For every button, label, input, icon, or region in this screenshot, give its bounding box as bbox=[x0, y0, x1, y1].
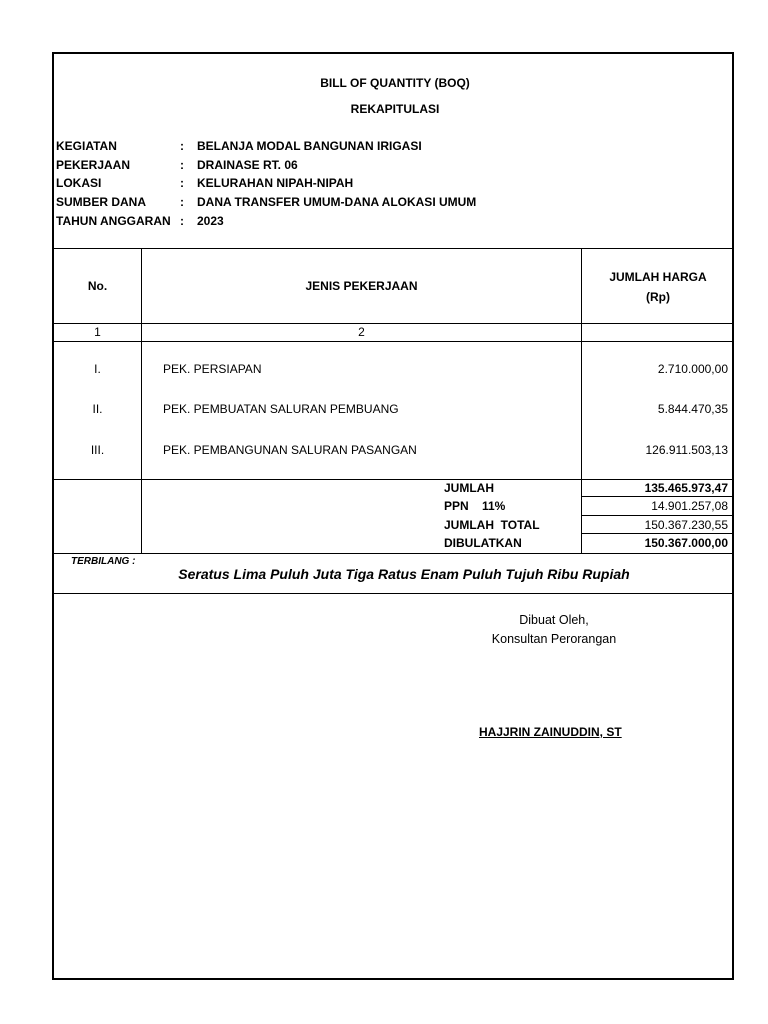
row-harga: 2.710.000,00 bbox=[657, 362, 728, 376]
document-title: BILL OF QUANTITY (BOQ) bbox=[320, 76, 470, 90]
info-sep: : bbox=[180, 214, 184, 228]
column-header-jenis-pekerjaan: JENIS PEKERJAAN bbox=[305, 279, 418, 293]
jumlah-total-value: 150.367.230,55 bbox=[644, 518, 728, 532]
dibulatkan-value: 150.367.000,00 bbox=[644, 536, 728, 550]
info-value-pekerjaan: DRAINASE RT. 06 bbox=[197, 158, 298, 172]
column-header-no: No. bbox=[87, 279, 108, 293]
table-header-border bbox=[54, 323, 734, 324]
row-jenis: PEK. PEMBUATAN SALURAN PEMBUANG bbox=[163, 402, 399, 416]
row-no: III. bbox=[90, 443, 105, 457]
info-label-tahun-anggaran: TAHUN ANGGARAN bbox=[56, 214, 171, 228]
ppn-value: 14.901.257,08 bbox=[651, 499, 728, 513]
info-sep: : bbox=[180, 195, 184, 209]
info-sep: : bbox=[180, 139, 184, 153]
signature-role: Konsultan Perorangan bbox=[491, 632, 617, 646]
table-index-border bbox=[54, 341, 734, 342]
jumlah-label: JUMLAH bbox=[444, 481, 494, 495]
row-harga: 126.911.503,13 bbox=[645, 443, 728, 457]
terbilang-border bbox=[54, 593, 734, 594]
dibulatkan-label: DIBULATKAN bbox=[444, 536, 522, 550]
signature-name: HAJJRIN ZAINUDDIN, ST bbox=[479, 725, 622, 739]
info-value-tahun-anggaran: 2023 bbox=[197, 214, 224, 228]
info-value-sumber-dana: DANA TRANSFER UMUM-DANA ALOKASI UMUM bbox=[197, 195, 477, 209]
info-label-pekerjaan: PEKERJAAN bbox=[56, 158, 131, 172]
row-harga: 5.844.470,35 bbox=[657, 402, 728, 416]
info-label-kegiatan: KEGIATAN bbox=[56, 139, 117, 153]
column-header-rp: (Rp) bbox=[646, 290, 670, 304]
totals-row-border bbox=[581, 496, 734, 497]
ppn-label: PPN bbox=[444, 499, 469, 513]
info-sep: : bbox=[180, 176, 184, 190]
column-header-jumlah-harga: JUMLAH HARGA bbox=[609, 270, 707, 284]
document-subtitle: REKAPITULASI bbox=[350, 102, 440, 116]
table-col-divider bbox=[141, 248, 142, 553]
row-jenis: PEK. PEMBANGUNAN SALURAN PASANGAN bbox=[163, 443, 417, 457]
column-index-2: 2 bbox=[358, 325, 365, 339]
info-label-sumber-dana: SUMBER DANA bbox=[56, 195, 146, 209]
document-frame bbox=[52, 52, 734, 980]
row-jenis: PEK. PERSIAPAN bbox=[163, 362, 262, 376]
info-label-lokasi: LOKASI bbox=[56, 176, 102, 190]
info-sep: : bbox=[180, 158, 184, 172]
row-no: I. bbox=[94, 362, 101, 376]
jumlah-value: 135.465.973,47 bbox=[644, 481, 728, 495]
row-no: II. bbox=[92, 402, 103, 416]
terbilang-label: TERBILANG : bbox=[71, 556, 136, 567]
signature-prepared-by: Dibuat Oleh, bbox=[519, 613, 589, 627]
totals-row-border bbox=[581, 533, 734, 534]
terbilang-text: Seratus Lima Puluh Juta Tiga Ratus Enam Puluh Tujuh Ribu Rupiah bbox=[178, 566, 630, 582]
table-body-border bbox=[54, 479, 734, 480]
jumlah-total-label: JUMLAH TOTAL bbox=[444, 518, 540, 532]
totals-row-border bbox=[581, 515, 734, 516]
table-top-border bbox=[54, 248, 734, 249]
column-index-1: 1 bbox=[94, 325, 101, 339]
ppn-rate: 11% bbox=[482, 499, 506, 513]
info-value-lokasi: KELURAHAN NIPAH-NIPAH bbox=[197, 176, 354, 190]
table-bottom-border bbox=[54, 553, 734, 554]
info-value-kegiatan: BELANJA MODAL BANGUNAN IRIGASI bbox=[197, 139, 422, 153]
